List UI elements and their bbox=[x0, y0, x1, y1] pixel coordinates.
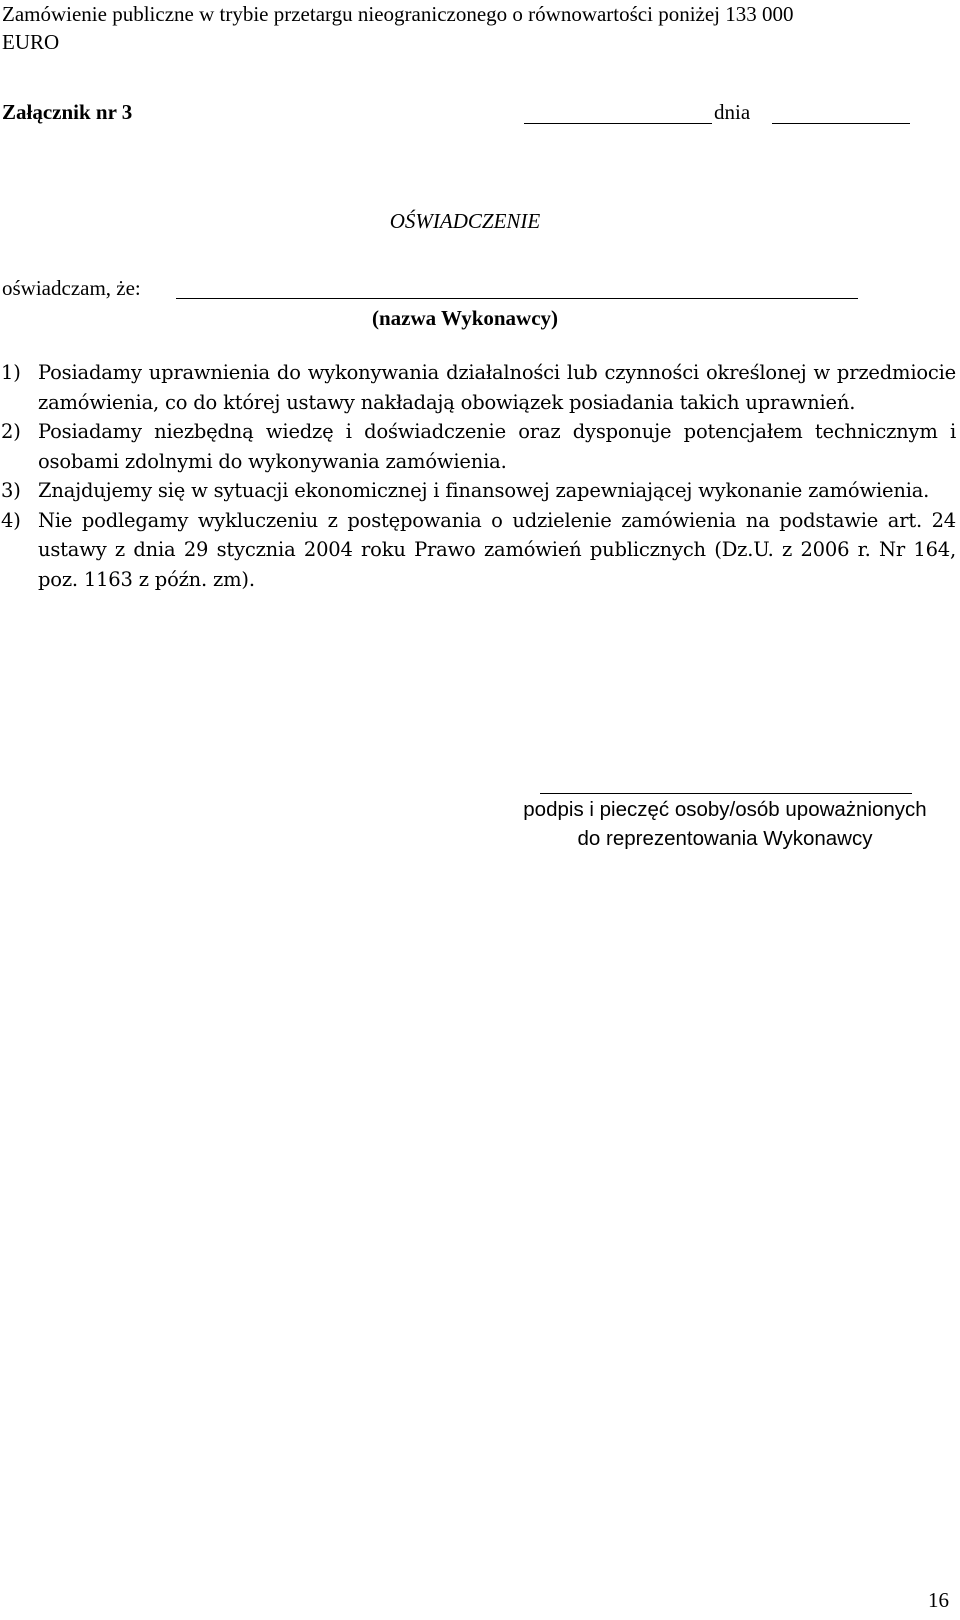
date-label: dnia bbox=[714, 100, 751, 124]
signature-blank bbox=[540, 793, 912, 794]
clause-number: 2) bbox=[1, 420, 21, 443]
signature-caption bbox=[470, 795, 960, 853]
signature-caption-line-2: do reprezentowania Wykonawcy bbox=[577, 827, 873, 850]
clause-number: 4) bbox=[1, 508, 21, 532]
clause-text: Znajdujemy się w sytuacji ekonomicznej i finansowej zapewniającej wykonanie zamówienia. bbox=[38, 479, 930, 502]
contractor-name-caption: (nazwa Wykonawcy) bbox=[371, 306, 559, 330]
document-title: OŚWIADCZENIE bbox=[389, 209, 541, 233]
clause-3 bbox=[1, 476, 956, 506]
date-blank-right bbox=[772, 123, 910, 124]
date-blank-left bbox=[524, 123, 712, 124]
clause-list bbox=[1, 358, 956, 594]
contractor-name-blank bbox=[176, 298, 858, 299]
clause-number: 3) bbox=[1, 479, 21, 502]
clause-1 bbox=[1, 358, 956, 417]
header-line-2: EURO bbox=[2, 30, 60, 54]
clause-text: Nie podlegamy wykluczeniu z postępowania o udzielenie zamówienia na podstawie art. 24 ustawy z dnia 29 stycznia 2004 roku Prawo zamówień publicznych (Dz.U. z 2006 r. Nr 164, poz. 1163 z późn. zm). bbox=[38, 508, 956, 591]
attachment-label: Załącznik nr 3 bbox=[2, 100, 133, 124]
header-line-1: Zamówienie publiczne w trybie przetargu nieograniczonego o równowartości poniżej 133 000 bbox=[2, 2, 794, 26]
clause-2 bbox=[1, 417, 956, 476]
clause-text: Posiadamy uprawnienia do wykonywania działalności lub czynności określonej w przedmiocie zamówienia, co do której ustawy nakładają obowiązek posiadania takich uprawnień. bbox=[38, 361, 956, 414]
clause-number: 1) bbox=[1, 361, 21, 384]
signature-caption-line-1: podpis i pieczęć osoby/osób upoważnionych bbox=[523, 798, 927, 821]
date-field bbox=[524, 97, 910, 127]
declaration-intro: oświadczam, że: bbox=[2, 276, 141, 300]
clause-text: Posiadamy niezbędną wiedzę i doświadczenie oraz dysponuje potencjałem technicznym i osobami zdolnymi do wykonywania zamówienia. bbox=[38, 420, 956, 473]
page-number: 16 bbox=[928, 1588, 949, 1612]
clause-4 bbox=[1, 506, 956, 595]
